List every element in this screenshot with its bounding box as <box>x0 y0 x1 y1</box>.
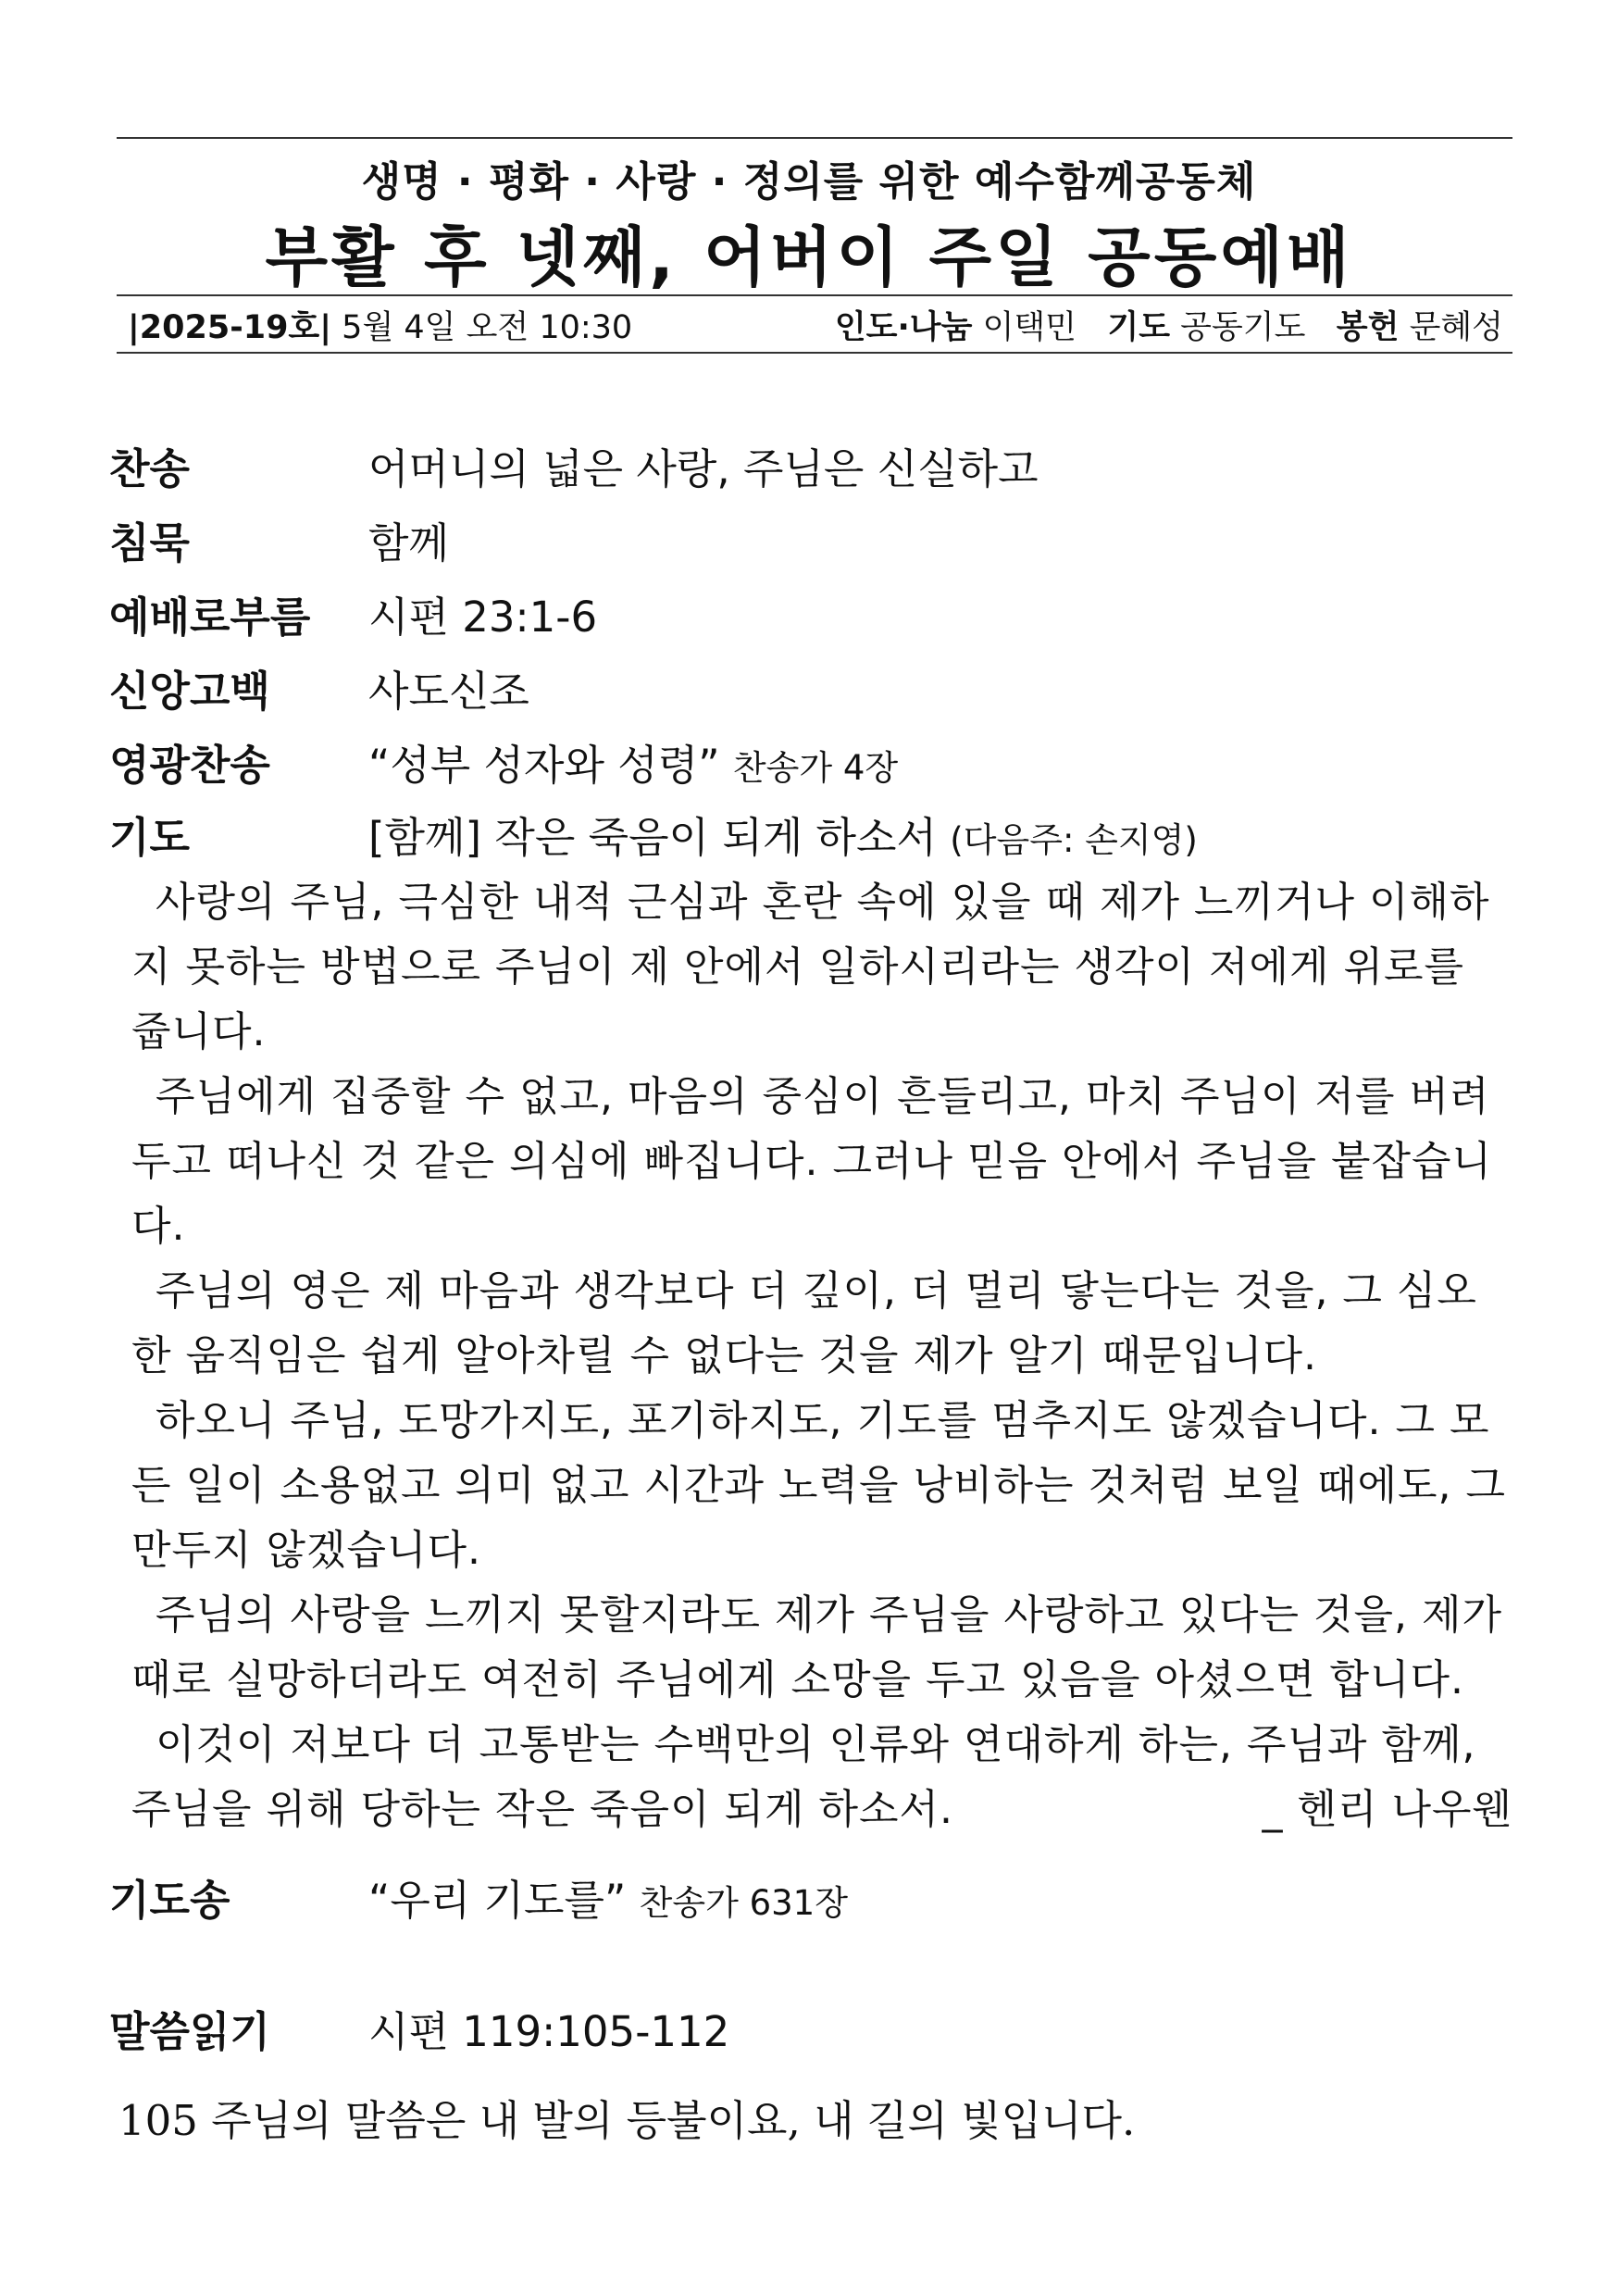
order-value: 어머니의 넓은 사랑, 주님은 신실하고 <box>368 444 1039 493</box>
order-value: 사도신조 <box>368 667 529 716</box>
top-rule <box>117 137 1512 139</box>
order-label: 신앙고백 <box>109 667 270 716</box>
prayer-paragraph: 주님의 사랑을 느끼지 못할지라도 제가 주님을 사랑하고 있다는 것을, 제가 때로 실망하더라도 여전히 주님에게 소망을 두고 있음을 아셨으면 합니다. <box>131 1591 1502 1703</box>
order-label: 말씀읽기 <box>109 2007 270 2056</box>
order-label: 기도송 <box>109 1876 230 1925</box>
page-title: 부활 후 넷째, 어버이 주일 공동예배 <box>265 219 1353 295</box>
service-roles <box>835 302 1503 348</box>
hymn-title: “성부 성자와 성령” <box>368 741 720 790</box>
organization-name: 생명 · 평화 · 사랑 · 정의를 위한 예수함께공동체 <box>361 158 1257 206</box>
order-value <box>368 804 1198 864</box>
prayer-paragraph: 하오니 주님, 도망가지도, 포기하지도, 기도를 멈추지도 않겠습니다. 그 모든 일이 소용없고 의미 없고 시간과 노력을 낭비하는 것처럼 보일 때에도, 그만두지 않겠습니다. <box>131 1397 1506 1574</box>
order-label: 침묵 <box>109 518 190 568</box>
order-value: 시편 119:105-112 <box>368 2007 730 2056</box>
song-title: “우리 기도를” <box>368 1876 627 1925</box>
leader-name: 이택민 <box>982 309 1077 346</box>
next-week-note: (다음주: 손지영) <box>950 820 1198 860</box>
title-rule <box>117 294 1512 296</box>
issue-info <box>128 302 632 348</box>
order-value <box>368 1866 848 1927</box>
order-label: 영광찬송 <box>109 741 270 790</box>
hymn-number: 찬송가 4장 <box>732 748 899 788</box>
song-number: 찬송가 631장 <box>639 1883 848 1923</box>
offering-label: 봉헌 <box>1336 309 1400 346</box>
prayer-text <box>131 870 1512 1842</box>
prayer-name: 공동기도 <box>1180 309 1306 346</box>
order-value <box>368 731 898 792</box>
prayer-paragraph: 주님에게 집중할 수 없고, 마음의 중심이 흔들리고, 마치 주님이 저를 버려두고 떠나신 것 같은 의심에 빠집니다. 그러나 믿음 안에서 주님을 붙잡습니다. <box>131 1073 1492 1250</box>
order-label: 예배로부름 <box>109 593 311 642</box>
service-datetime: 5월 4일 오전 10:30 <box>342 309 633 346</box>
order-label: 기도 <box>109 813 190 862</box>
order-value: 함께 <box>368 518 449 568</box>
prayer-paragraph-text: 이것이 저보다 더 고통받는 수백만의 인류와 연대하게 하는, 주님과 함께, 주님을 위해 당하는 작은 죽음이 되게 하소서. <box>131 1721 1476 1833</box>
order-label: 찬송 <box>109 444 190 493</box>
offering-name: 문혜성 <box>1409 309 1503 346</box>
prayer-label: 기도 <box>1107 309 1171 346</box>
meta-rule <box>117 352 1512 354</box>
prayer-author: _ 헨리 나우웬 <box>1262 1786 1512 1833</box>
prayer-paragraph <box>131 1713 1512 1842</box>
order-value: 시편 23:1-6 <box>368 593 598 642</box>
leader-label: 인도·나눔 <box>834 309 973 346</box>
issue-number: |2025-19호| <box>128 309 332 346</box>
prayer-paragraph: 주님의 영은 제 마음과 생각보다 더 깊이, 더 멀리 닿는다는 것을, 그 심오한 움직임은 쉽게 알아차릴 수 없다는 것을 제가 알기 때문입니다. <box>131 1267 1477 1379</box>
prayer-title: [함께] 작은 죽음이 되게 하소서 <box>368 813 937 862</box>
scripture-verse: 105 주님의 말씀은 내 발의 등불이요, 내 길의 빛입니다. <box>118 2096 1136 2145</box>
prayer-paragraph: 사랑의 주님, 극심한 내적 근심과 혼란 속에 있을 때 제가 느끼거나 이해하지 못하는 방법으로 주님이 제 안에서 일하시리라는 생각이 저에게 위로를 줍니다. <box>131 879 1490 1055</box>
